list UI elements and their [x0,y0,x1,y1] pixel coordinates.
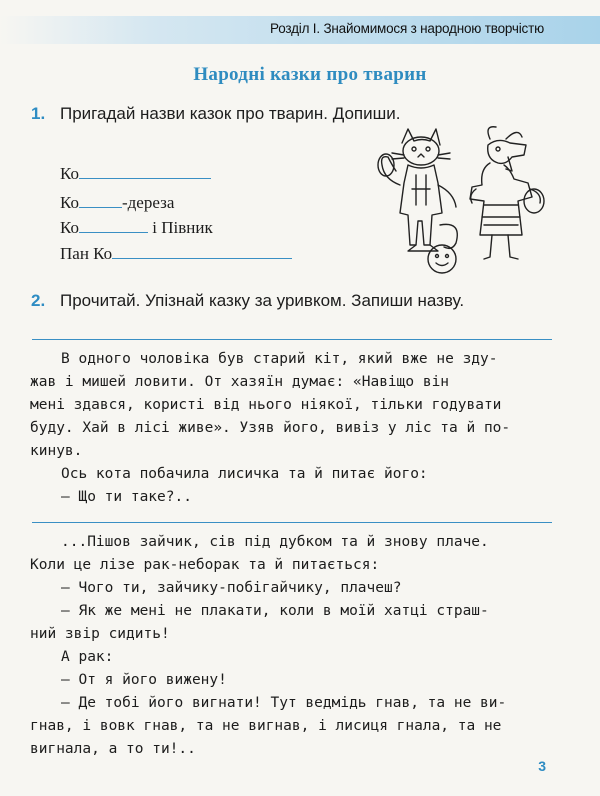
section-header-text: Розділ І. Знайомимося з народною творчістю [270,21,544,36]
passage-1-line: — Що ти таке?.. [61,489,192,505]
passage-2-line: — Як же мені не плакати, коли в моїй хатці страш- [61,603,489,619]
fill-line-1-prefix: Ко [60,164,79,183]
passage-2-line: — От я його вижену! [61,672,227,688]
passage-2-line: Коли це лізе рак-неборак та й питається: [30,557,380,573]
passage-2-line: ...Пішов зайчик, сів під дубком та й знову плаче. [61,534,489,550]
fill-line-3-prefix: Ко [60,218,79,237]
fairy-tale-animals-illustration [372,125,562,275]
fill-line-2 [60,192,174,213]
section-header-band [0,16,600,44]
answer-line-1[interactable] [32,339,552,340]
cat-figure [378,129,457,251]
blank-answer-3[interactable] [79,217,148,233]
fill-line-1 [60,163,211,184]
task-1-instruction: Пригадай назви казок про тварин. Допиши. [60,104,401,123]
passage-1-line: Ось кота побачила лисичка та й питає його: [61,466,428,482]
answer-line-2[interactable] [32,522,552,523]
fill-line-4 [60,243,292,264]
blank-answer-2[interactable] [79,192,122,208]
fill-line-3-suffix: і Півник [148,218,213,237]
page-title: Народні казки про тварин [193,64,427,85]
blank-answer-1[interactable] [79,163,211,179]
passage-1-line: В одного чоловіка був старий кіт, який вже не зду- [61,351,498,367]
passage-2-line: ний звір сидить! [30,626,170,642]
passage-1 [30,348,548,509]
passage-2-line: гнав, і вовк гнав, та не вигнав, і лисиця гнала, та не [30,718,502,734]
task-2-instruction: Прочитай. Упізнай казку за уривком. Запиши назву. [60,291,465,310]
fill-line-4-prefix: Пан Ко [60,244,113,263]
passage-1-line: буду. Хай в лісі живе». Узяв його, вивіз у ліс та й по- [30,420,511,436]
passage-2 [30,531,548,761]
page-number: 3 [538,758,546,774]
goat-figure [470,127,544,259]
passage-1-line: мені здався, користі від нього ніякої, тільки годувати [30,397,502,413]
passage-2-line: вигнала, а то ти!.. [30,741,196,757]
passage-2-line: — Чого ти, зайчику-побігайчику, плачеш? [61,580,402,596]
passage-1-line: жав і мишей ловити. От хазяїн думає: «Навіщо він [30,374,450,390]
fill-line-2-suffix: -дереза [122,193,175,212]
kolobok-figure [428,245,456,273]
fill-line-2-prefix: Ко [60,193,79,212]
blank-answer-4[interactable] [112,243,292,259]
passage-1-line: кинув. [30,443,83,459]
passage-2-line: — Де тобі його вигнати! Тут ведмідь гнав, та не ви- [61,695,507,711]
task-2-number: 2. [31,291,46,310]
fill-line-3 [60,217,213,238]
task-1-number: 1. [31,104,46,123]
passage-2-line: А рак: [61,649,114,665]
